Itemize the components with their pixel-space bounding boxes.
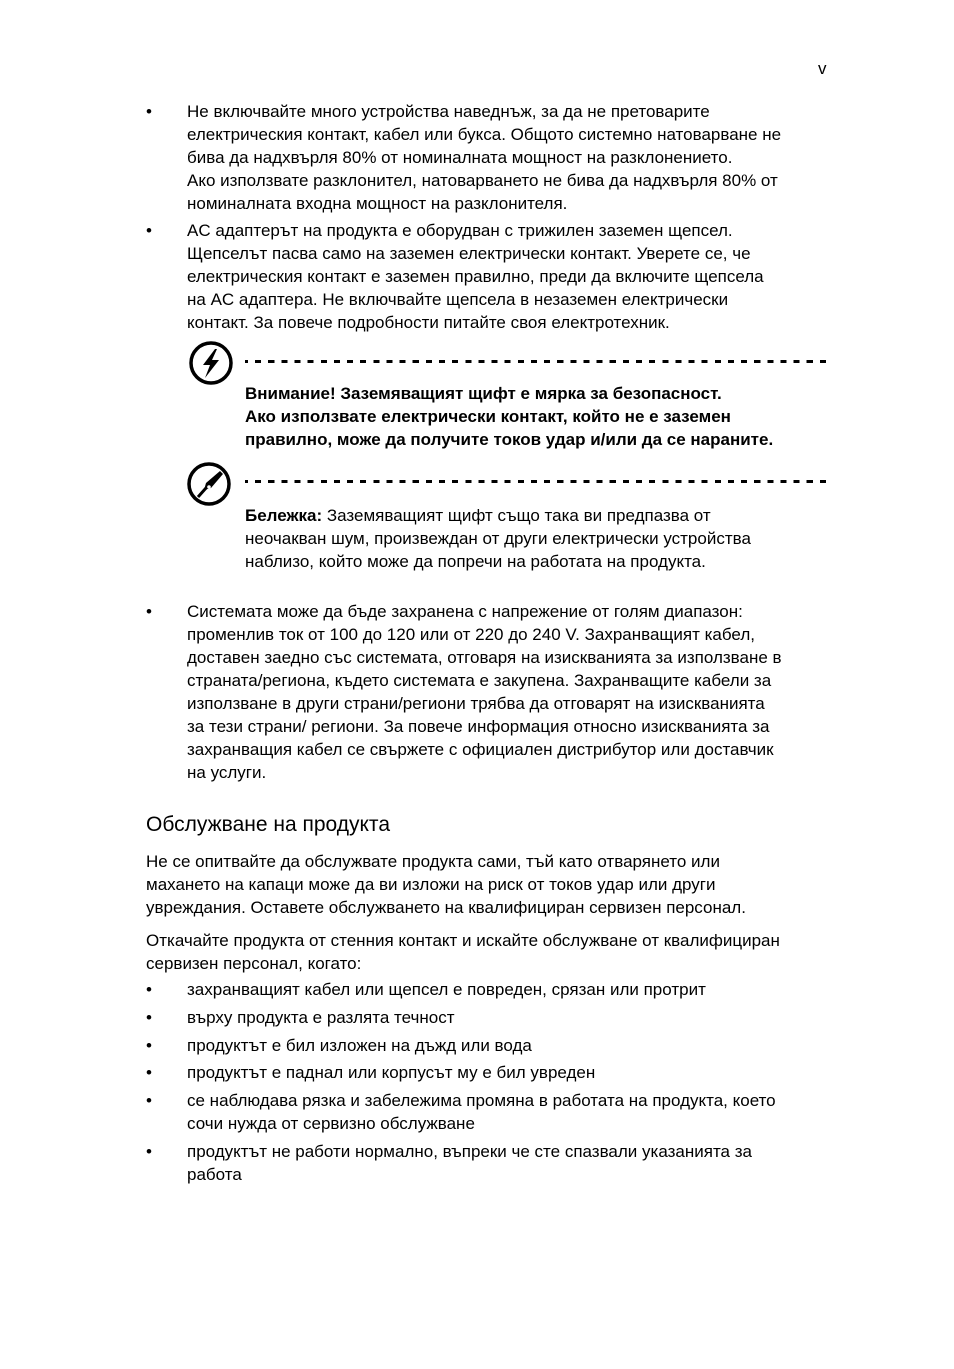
divider xyxy=(245,480,832,483)
warning-text xyxy=(245,382,835,451)
section-heading: Обслужване на продукта xyxy=(146,813,390,836)
bullet-dot: • xyxy=(146,1091,152,1110)
page-number: v xyxy=(818,59,827,78)
bullet-dot: • xyxy=(146,1036,152,1055)
line: на AC адаптера. Не включвайте щепсела в незаземен електрически xyxy=(187,290,729,309)
line: Внимание! Заземяващият щифт е мярка за безопасност. xyxy=(245,384,722,403)
note-label: Бележка: xyxy=(245,506,323,525)
line: Не включвайте много устройства наведнъж, за да не претоварите xyxy=(187,102,710,121)
divider xyxy=(245,360,832,363)
bullet-dot: • xyxy=(146,1063,152,1082)
bullet-dot: • xyxy=(146,102,152,121)
line: страната/региона, където системата е закупена. Захранващите кабели за xyxy=(187,671,772,690)
line: захранващият кабел или щепсел е повреден, срязан или протрит xyxy=(187,980,706,999)
line: Заземяващият щифт също така ви предпазва от xyxy=(322,506,711,525)
line: сервизен персонал, когато: xyxy=(146,954,362,973)
line: се наблюдава рязка и забележима промяна в работата на продукта, което xyxy=(187,1091,776,1110)
line: върху продукта е разлята течност xyxy=(187,1008,455,1027)
bullet-dot: • xyxy=(146,602,152,621)
bullet-dot: • xyxy=(146,221,152,240)
line: сочи нужда от сервизно обслужване xyxy=(187,1114,475,1133)
line: за тези страни/ региони. За повече информация относно изискванията за xyxy=(187,717,770,736)
bullet-dot: • xyxy=(146,1008,152,1027)
line: захранващия кабел се свържете с официален дистрибутор или доставчик xyxy=(187,740,774,759)
paragraph xyxy=(146,850,836,919)
line: номиналната входна мощност на разклонителя. xyxy=(187,194,568,213)
line: продуктът е бил изложен на дъжд или вода xyxy=(187,1036,532,1055)
line: на услуги. xyxy=(187,763,267,782)
line: продуктът не работи нормално, въпреки че сте спазвали указанията за xyxy=(187,1142,752,1161)
line: работа xyxy=(187,1165,242,1184)
line: контакт. За повече подробности питайте своя електротехник. xyxy=(187,313,670,332)
note-pen-icon xyxy=(186,461,232,507)
line: използване в други страни/региони трябва да отговарят на изискванията xyxy=(187,694,765,713)
note-text xyxy=(245,504,835,573)
paragraph xyxy=(146,929,836,975)
line: продуктът е паднал или корпусът му е бил увреден xyxy=(187,1063,596,1082)
line: правилно, може да получите токов удар и/или да се нараните. xyxy=(245,430,774,449)
line: увреждания. Оставете обслужването на квалифициран сервизен персонал. xyxy=(146,898,746,917)
line: наблизо, който може да попречи на работата на продукта. xyxy=(245,552,706,571)
bullet-dot: • xyxy=(146,1142,152,1161)
line: неочакван шум, произвеждан от други електрически устройства xyxy=(245,529,751,548)
line: бива да надхвърля 80% от номиналната мощност на разклонението. xyxy=(187,148,733,167)
warning-lightning-icon xyxy=(188,340,234,386)
line: махането на капаци може да ви изложи на риск от токов удар или други xyxy=(146,875,716,894)
line: доставен заедно със системата, отговаря на изискванията за използване в xyxy=(187,648,782,667)
line: Ако използвате разклонител, натоварването не бива да надхвърля 80% от xyxy=(187,171,778,190)
line: Системата може да бъде захранена с напрежение от голям диапазон: xyxy=(187,602,743,621)
line: Не се опитвайте да обслужвате продукта сами, тъй като отварянето или xyxy=(146,852,720,871)
line: AC адаптерът на продукта е оборудван с трижилен заземен щепсел. xyxy=(187,221,733,240)
bullet-dot: • xyxy=(146,980,152,999)
line: Щепселът пасва само на заземен електрически контакт. Уверете се, че xyxy=(187,244,751,263)
line: променлив ток от 100 до 120 или от 220 до 240 V. Захранващият кабел, xyxy=(187,625,755,644)
line: Откачайте продукта от стенния контакт и искайте обслужване от квалифициран xyxy=(146,931,780,950)
line: електрическия контакт, кабел или букса. Общото системно натоварване не xyxy=(187,125,782,144)
line: електрическия контакт е заземен правилно, преди да включите щепсела xyxy=(187,267,764,286)
line: Ако използвате електрически контакт, който не е заземен xyxy=(245,407,731,426)
